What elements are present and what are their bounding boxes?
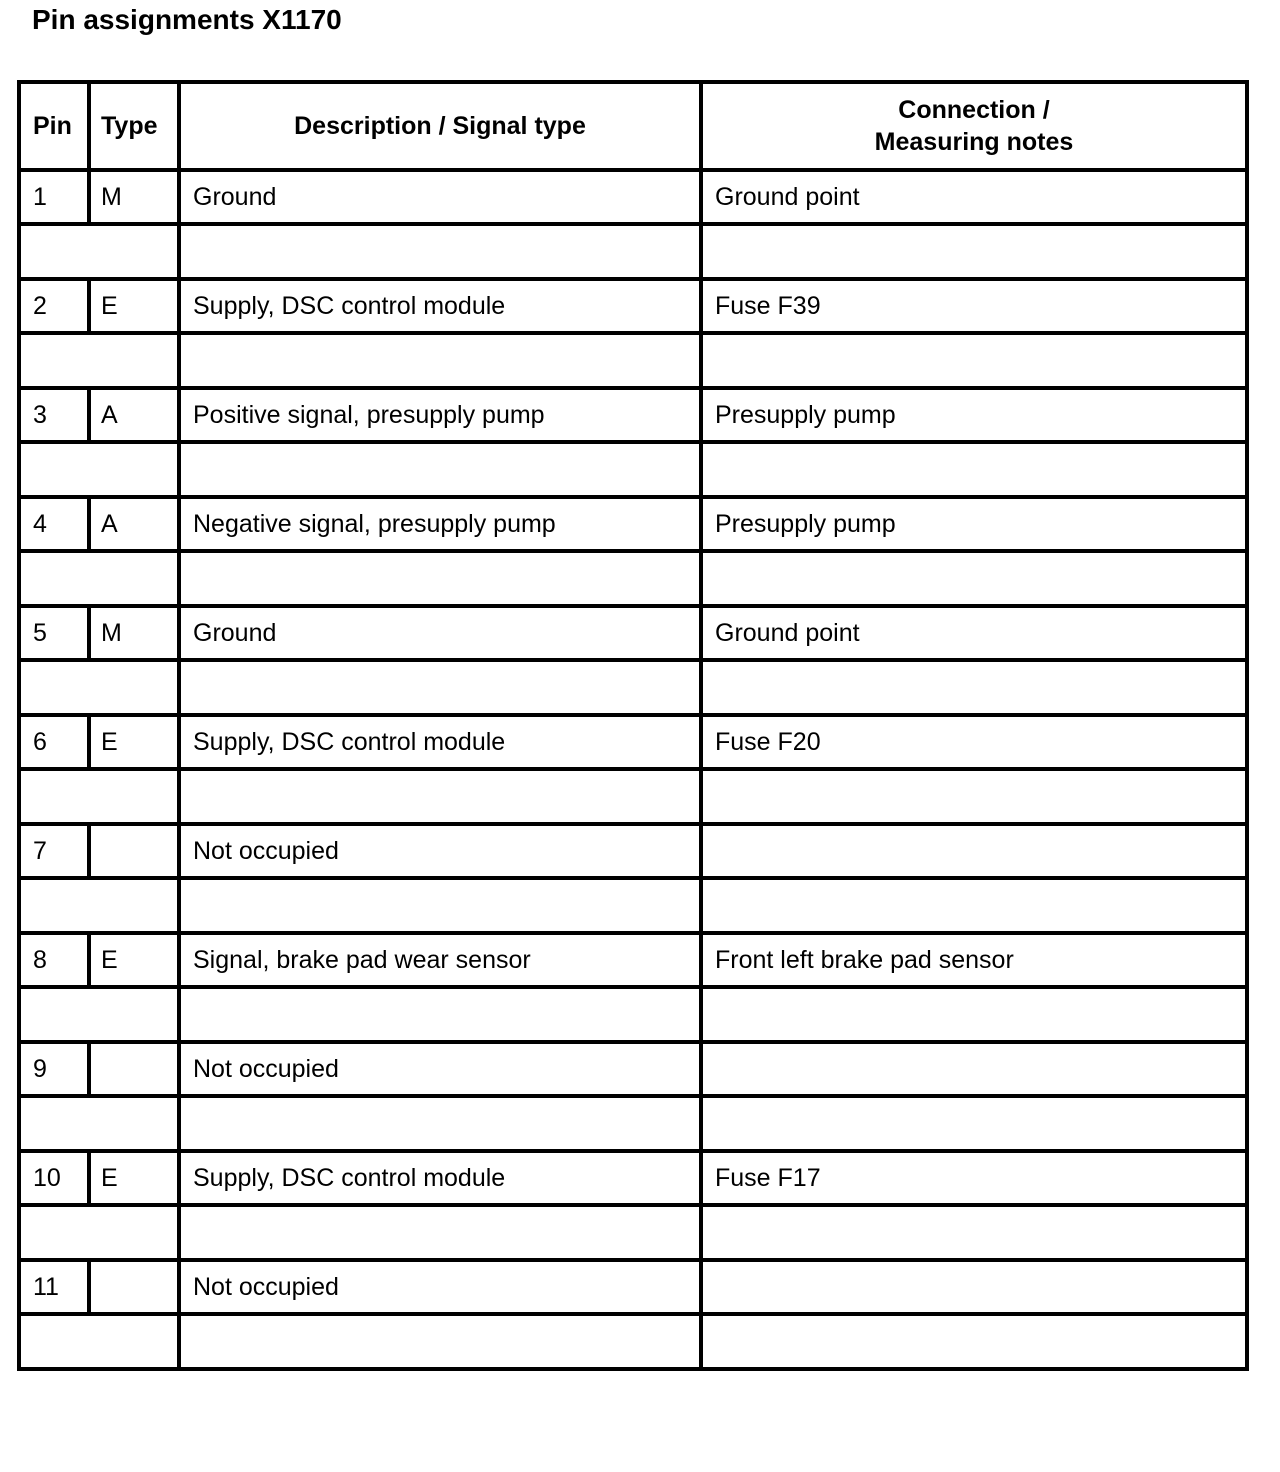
- type-cell: [89, 1042, 179, 1096]
- blank-row: [19, 1205, 1247, 1260]
- blank-cell: [701, 551, 1247, 606]
- connection-cell: Fuse F20: [701, 715, 1247, 769]
- table-row: [19, 170, 1247, 224]
- connection-cell: Fuse F39: [701, 279, 1247, 333]
- pin-cell: 8: [19, 933, 89, 987]
- type-cell: M: [89, 170, 179, 224]
- header-pin: Pin: [19, 82, 89, 170]
- description-cell: Signal, brake pad wear sensor: [179, 933, 701, 987]
- pin-cell: 7: [19, 824, 89, 878]
- pin-assignment-table: [17, 80, 1249, 1371]
- table-row: [19, 606, 1247, 660]
- pin-cell: 3: [19, 388, 89, 442]
- blank-row: [19, 1096, 1247, 1151]
- connection-cell: Ground point: [701, 606, 1247, 660]
- pin-cell: 5: [19, 606, 89, 660]
- type-cell: A: [89, 497, 179, 551]
- blank-cell: [179, 1096, 701, 1151]
- blank-cell: [701, 224, 1247, 279]
- description-cell: Not occupied: [179, 1260, 701, 1314]
- connection-cell: Front left brake pad sensor: [701, 933, 1247, 987]
- type-cell: [89, 824, 179, 878]
- blank-row: [19, 551, 1247, 606]
- type-cell: E: [89, 933, 179, 987]
- blank-cell: [701, 1314, 1247, 1369]
- blank-cell: [701, 1205, 1247, 1260]
- blank-cell: [19, 660, 179, 715]
- description-cell: Positive signal, presupply pump: [179, 388, 701, 442]
- type-cell: E: [89, 1151, 179, 1205]
- blank-cell: [179, 660, 701, 715]
- description-cell: Ground: [179, 170, 701, 224]
- table-row: [19, 497, 1247, 551]
- table-row: [19, 1151, 1247, 1205]
- header-description: Description / Signal type: [179, 82, 701, 170]
- blank-cell: [19, 224, 179, 279]
- blank-cell: [701, 1096, 1247, 1151]
- connection-cell: Presupply pump: [701, 497, 1247, 551]
- connection-cell: Ground point: [701, 170, 1247, 224]
- blank-cell: [19, 442, 179, 497]
- blank-cell: [19, 769, 179, 824]
- blank-row: [19, 769, 1247, 824]
- blank-row: [19, 987, 1247, 1042]
- blank-cell: [19, 1314, 179, 1369]
- description-cell: Not occupied: [179, 824, 701, 878]
- connection-cell: [701, 1260, 1247, 1314]
- pin-cell: 4: [19, 497, 89, 551]
- table-row: [19, 1042, 1247, 1096]
- description-cell: Negative signal, presupply pump: [179, 497, 701, 551]
- table-row: [19, 933, 1247, 987]
- header-connection-line1: Connection /: [898, 96, 1050, 124]
- blank-cell: [179, 442, 701, 497]
- table-row: [19, 1260, 1247, 1314]
- table-row: [19, 279, 1247, 333]
- blank-cell: [179, 1314, 701, 1369]
- blank-cell: [701, 333, 1247, 388]
- blank-row: [19, 333, 1247, 388]
- blank-row: [19, 660, 1247, 715]
- blank-cell: [179, 878, 701, 933]
- pin-cell: 11: [19, 1260, 89, 1314]
- blank-cell: [19, 1205, 179, 1260]
- header-connection: [701, 82, 1247, 170]
- blank-row: [19, 224, 1247, 279]
- table-row: [19, 388, 1247, 442]
- type-cell: E: [89, 279, 179, 333]
- description-cell: Ground: [179, 606, 701, 660]
- blank-cell: [701, 987, 1247, 1042]
- blank-row: [19, 1314, 1247, 1369]
- pin-cell: 2: [19, 279, 89, 333]
- description-cell: Supply, DSC control module: [179, 279, 701, 333]
- page-title: Pin assignments X1170: [32, 4, 342, 35]
- connection-cell: [701, 1042, 1247, 1096]
- blank-cell: [19, 987, 179, 1042]
- blank-cell: [19, 878, 179, 933]
- type-cell: [89, 1260, 179, 1314]
- table-header-row: [19, 82, 1247, 170]
- pin-cell: 6: [19, 715, 89, 769]
- connection-cell: Fuse F17: [701, 1151, 1247, 1205]
- type-cell: A: [89, 388, 179, 442]
- blank-cell: [701, 660, 1247, 715]
- type-cell: M: [89, 606, 179, 660]
- description-cell: Supply, DSC control module: [179, 1151, 701, 1205]
- type-cell: E: [89, 715, 179, 769]
- blank-cell: [179, 551, 701, 606]
- blank-cell: [179, 333, 701, 388]
- connection-cell: [701, 824, 1247, 878]
- table-row: [19, 715, 1247, 769]
- blank-cell: [179, 769, 701, 824]
- header-connection-line2: Measuring notes: [874, 128, 1074, 156]
- pin-cell: 10: [19, 1151, 89, 1205]
- description-cell: Supply, DSC control module: [179, 715, 701, 769]
- blank-cell: [179, 224, 701, 279]
- blank-cell: [179, 987, 701, 1042]
- blank-cell: [179, 1205, 701, 1260]
- blank-row: [19, 442, 1247, 497]
- blank-cell: [701, 769, 1247, 824]
- blank-cell: [19, 551, 179, 606]
- pin-cell: 9: [19, 1042, 89, 1096]
- table-row: [19, 824, 1247, 878]
- header-type: Type: [89, 82, 179, 170]
- blank-row: [19, 878, 1247, 933]
- pin-cell: 1: [19, 170, 89, 224]
- connection-cell: Presupply pump: [701, 388, 1247, 442]
- blank-cell: [701, 442, 1247, 497]
- blank-cell: [19, 333, 179, 388]
- description-cell: Not occupied: [179, 1042, 701, 1096]
- blank-cell: [19, 1096, 179, 1151]
- blank-cell: [701, 878, 1247, 933]
